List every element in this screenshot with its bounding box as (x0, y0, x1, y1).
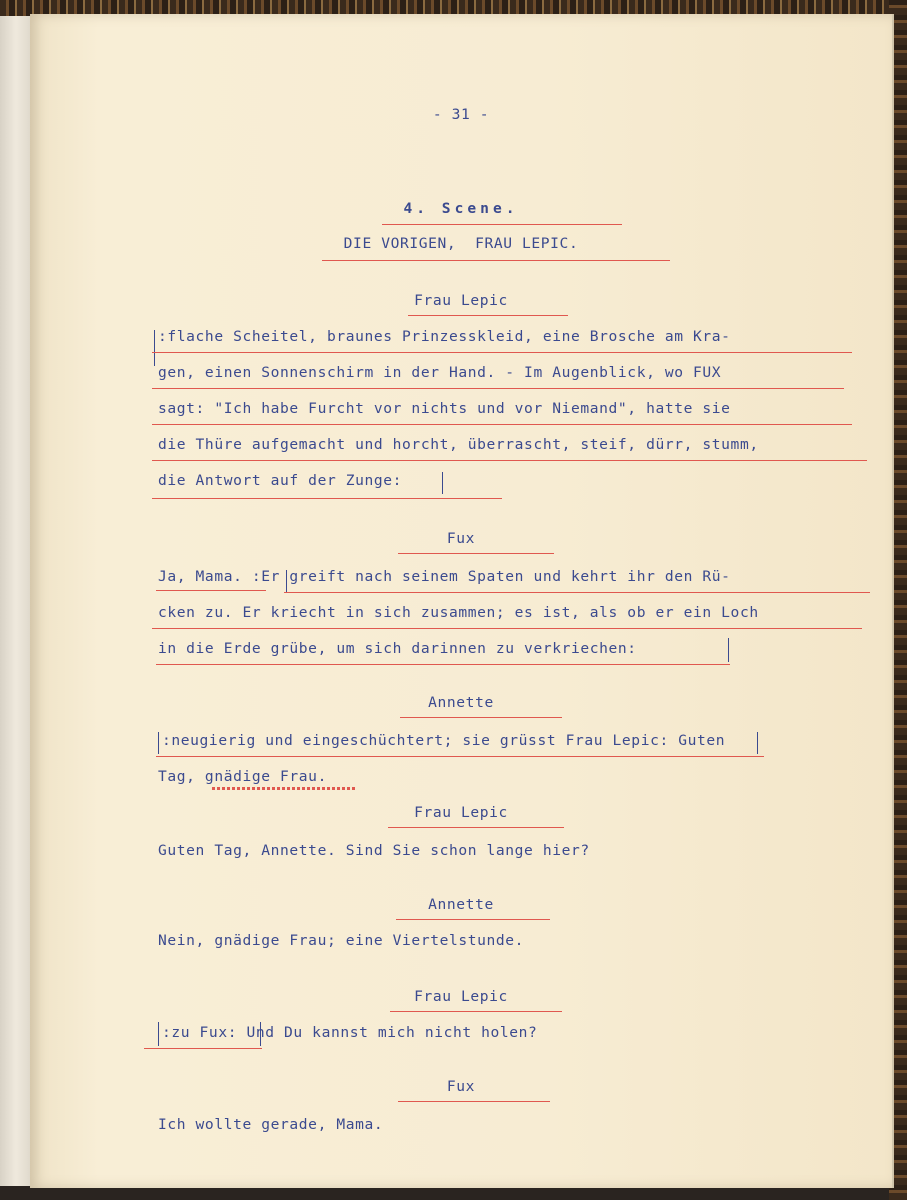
speaker-name: Frau Lepic (414, 804, 508, 821)
speaker-name: Frau Lepic (414, 292, 508, 309)
bracket-bar (728, 638, 729, 662)
red-underline (400, 717, 562, 718)
dialogue-line: Tag, gnädige Frau. (158, 768, 327, 785)
bracket-bar (154, 330, 155, 366)
speaker-name: Fux (446, 530, 476, 547)
scene-cast: DIE VORIGEN, FRAU LEPIC. (343, 235, 579, 252)
page-number: - 31 - (432, 106, 490, 123)
stage-direction-line: in die Erde grübe, um sich darinnen zu verkriechen: (158, 640, 637, 657)
typescript-page (30, 14, 892, 1188)
bracket-bar (757, 732, 758, 754)
bracket-bar (158, 732, 159, 754)
stage-direction-line: sagt: "Ich habe Furcht vor nichts und vor Niemand", hatte sie (158, 400, 731, 417)
dialogue-line: Guten Tag, Annette. Sind Sie schon lange hier? (158, 842, 590, 859)
red-underline (284, 592, 870, 593)
red-underline (152, 460, 867, 461)
stage-direction-line: gen, einen Sonnenschirm in der Hand. - Im Augenblick, wo FUX (158, 364, 722, 381)
red-underline (152, 352, 852, 353)
bracket-bar (442, 472, 443, 494)
speaker-name: Annette (428, 694, 494, 711)
red-underline (398, 1101, 550, 1102)
speaker-name: Frau Lepic (414, 988, 508, 1005)
red-wavy-underline (212, 787, 356, 790)
scene-title: 4. Scene. (403, 200, 519, 217)
dialogue-line: Nein, gnädige Frau; eine Viertelstunde. (158, 932, 525, 949)
red-underline (396, 919, 550, 920)
red-underline (152, 628, 862, 629)
red-underline (156, 664, 730, 665)
red-underline (388, 827, 564, 828)
dialogue-line: Ja, Mama. :Er greift nach seinem Spaten und kehrt ihr den Rü- (158, 568, 731, 585)
red-underline (152, 388, 844, 389)
stage-direction-line: :flache Scheitel, braunes Prinzesskleid, eine Brosche am Kra- (158, 328, 731, 345)
bracket-bar (286, 570, 287, 592)
stage-direction-line: :neugierig und eingeschüchtert; sie grüsst Frau Lepic: Guten (162, 732, 726, 749)
stage-direction-line: cken zu. Er kriecht in sich zusammen; es ist, als ob er ein Loch (158, 604, 759, 621)
red-underline (390, 1011, 562, 1012)
red-underline (144, 1048, 262, 1049)
red-underline (322, 260, 670, 261)
dialogue-line: :zu Fux: Und Du kannst mich nicht holen? (162, 1024, 538, 1041)
speaker-name: Annette (428, 896, 494, 913)
bracket-bar (158, 1022, 159, 1046)
stage-direction-line: die Antwort auf der Zunge: (158, 472, 403, 489)
stage-direction-line: die Thüre aufgemacht und horcht, überrascht, steif, dürr, stumm, (158, 436, 759, 453)
bracket-bar (260, 1022, 261, 1046)
red-underline (152, 498, 502, 499)
red-underline (382, 224, 622, 225)
speaker-name: Fux (446, 1078, 476, 1095)
dialogue-line: Ich wollte gerade, Mama. (158, 1116, 384, 1133)
red-underline (408, 315, 568, 316)
red-underline (156, 756, 764, 757)
red-underline (156, 590, 266, 591)
red-underline (152, 424, 852, 425)
red-underline (398, 553, 554, 554)
